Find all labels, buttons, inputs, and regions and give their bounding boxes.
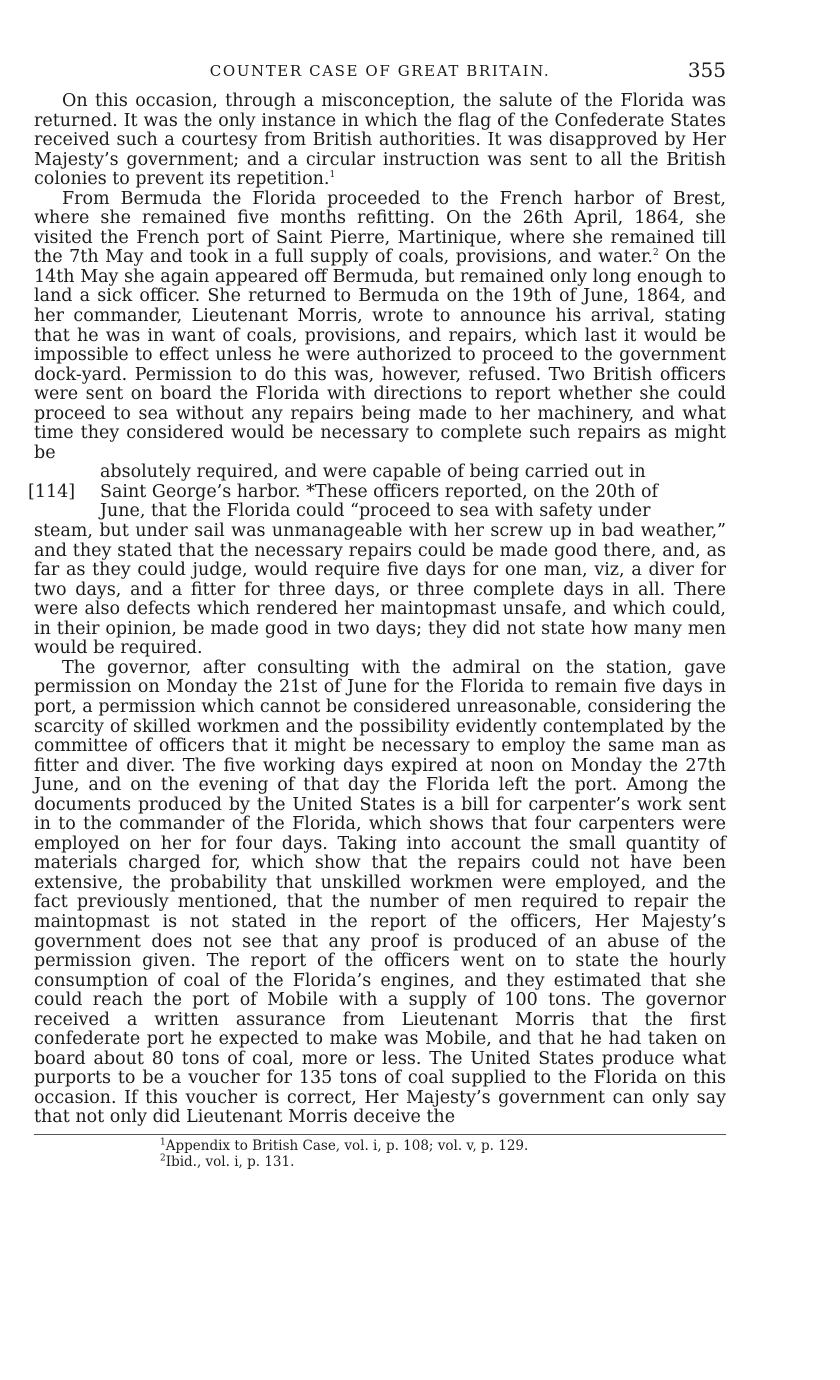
running-header — [34, 58, 726, 86]
indented-line-2: Saint George’s harbor. *These officers reported, on the 20th of — [100, 481, 659, 502]
footnote-mark-2: 2 — [160, 1153, 166, 1164]
footnote-rule — [34, 1134, 726, 1135]
footnote-1 — [160, 1138, 726, 1154]
document-page — [28, 58, 726, 1170]
paragraph-2 — [34, 190, 726, 464]
footnote-2-text: Ibid., vol. i, p. 131. — [165, 1153, 295, 1170]
footnote-ref-1: 1 — [329, 170, 336, 181]
paragraph-1 — [34, 92, 726, 190]
footnote-ref-2: 2 — [652, 248, 659, 259]
paragraph-2-text-b: On the 14th May she again appeared off Bermuda, but remained only long enough to land a sick officer. She returned to Bermuda on the 19th of June, 1864, and her commander, Lieutenant Morris, wrote to announce his arrival, stating that he was in want of coals, provisions, and repairs, which last it would be impossible to effect unless he were authorized to proceed to the government dock-yard. Permission to do this was, however, refused. Two British officers were sent on board the Florida with directions to report whether she could proceed to sea without any repairs being made to her machinery, and what time they considered would be necessary to complete such repairs as might be — [34, 247, 726, 463]
indented-line-3: June, that the Florida could “proceed to sea with safety under — [100, 501, 651, 522]
footnotes — [34, 1138, 726, 1170]
page-number: 355 — [687, 58, 726, 82]
body-text — [28, 91, 726, 1128]
paragraph-2-continued — [34, 463, 726, 658]
paragraph-2-text-a: From Bermuda the Florida proceeded to the French harbor of Brest, where she remained five months refitting. On the 26th April, 1864, she visited the French port of Saint Pierre, Martinique, where she remained till the 7th May and took in a full supply of coals, provisions, and water. — [34, 188, 726, 268]
margin-reference-block — [28, 462, 726, 659]
paragraph-3 — [34, 659, 726, 1128]
paragraph-3-text: The governor, after consulting with the admiral on the station, gave permission on Monday the 21st of June for the Florida to remain five days in port, a permission which cannot be considered unreasonable, considering the scarcity of skilled workmen and the possibility evidently contemplated by the committee of officers that it might be necessary to employ the same man as fitter and diver. The five working days expired at noon on Monday the 27th June, and on the evening of that day the Florida left the port. Among the documents produced by the United States is a bill for carpenter’s work sent in to the commander of the Florida, which shows that four carpenters were employed on her for four days. Taking into account the small quantity of materials charged for, which show that the repairs could not have been extensive, the probability that unskilled workmen were employed, and the fact previously mentioned, that the number of men required to repair the maintopmast is not stated in the report of the officers, Her Majesty’s government does not see that any proof is produced of an abuse of the permission given. The report of the officers went on to state the hourly consumption of coal of the Florida’s engines, and they estimated that she could reach the port of Mobile with a supply of 100 tons. The governor received a written assurance from Lieutenant Morris that the first confederate port he expected to make was Mobile, and that he had taken on board about 80 tons of coal, more or less. The United States produce what purports to be a voucher for 135 tons of coal supplied to the Florida on this occasion. If this voucher is correct, Her Majesty’s government can only say that not only did Lieutenant Morris deceive the — [34, 657, 726, 1128]
margin-page-reference: [114] — [28, 481, 76, 502]
indented-line-1: absolutely required, and were capable of being carried out in — [100, 462, 646, 483]
running-title: COUNTER CASE OF GREAT BRITAIN. — [209, 62, 551, 80]
paragraph-1-text: On this occasion, through a misconception, the salute of the Florida was returned. It was the only instance in which the flag of the Confederate States received such a courtesy from British authorities. It was disapproved by Her Majesty’s government; and a circular instruction was sent to all the British colonies to prevent its repetition. — [34, 91, 726, 190]
paragraph-2-text-c: steam, but under sail was unmanageable with her screw up in bad weather,” and they stated that the necessary repairs could be made good there, and, as far as they could judge, would require five days for one man, viz, a diver for two days, and a fitter for three days, or three complete days in all. There were also defects which rendered her maintopmast unsafe, and which could, in their opinion, be made good in two days; they did not state how many men would be required. — [34, 521, 726, 659]
footnote-1-text: Appendix to British Case, vol. i, p. 108; vol. v, p. 129. — [165, 1137, 529, 1154]
footnote-2 — [160, 1154, 726, 1170]
footnote-mark-1: 1 — [160, 1137, 166, 1148]
